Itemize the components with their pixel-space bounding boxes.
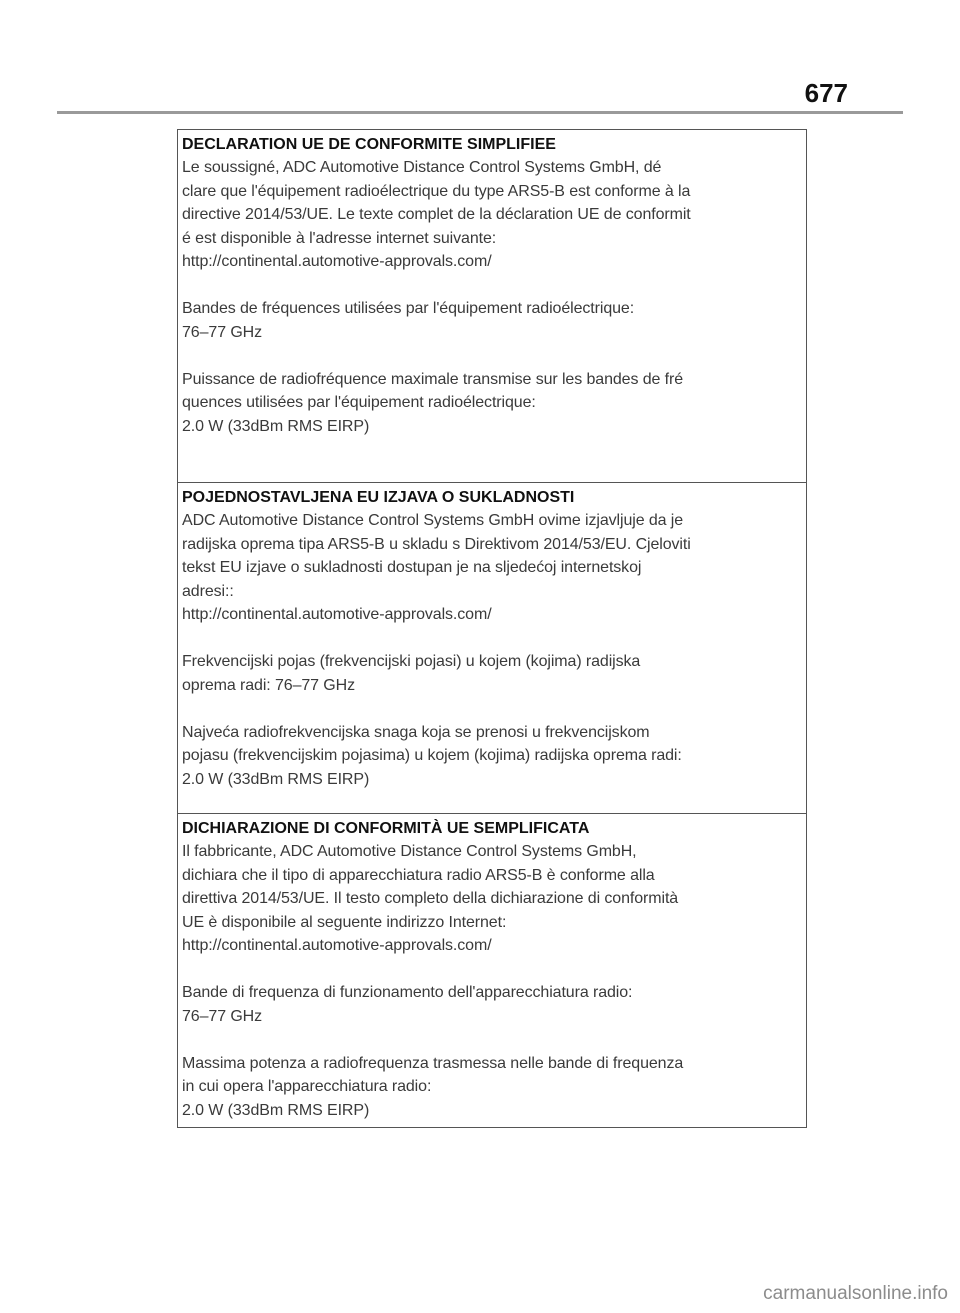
text-line: in cui opera l'apparecchiatura radio: xyxy=(182,1078,432,1095)
text-line: adresi:: xyxy=(182,582,234,600)
text-line: Bande di frequenza di funzionamento dell'apparecchiatura radio: xyxy=(182,984,633,1001)
text-line: 2.0 W (33dBm RMS EIRP) xyxy=(182,417,370,435)
url-line: http://continental.automotive-approvals.com/ xyxy=(182,606,492,623)
text-line: direttiva 2014/53/UE. Il testo completo della dichiarazione di conformità xyxy=(182,890,679,907)
page-number: 677 xyxy=(804,78,848,108)
text-line: quences utilisées par l'équipement radioélectrique: xyxy=(182,394,536,411)
text-line: ADC Automotive Distance Control Systems GmbH ovime izjavljuje da je xyxy=(182,512,684,529)
text-line: Le soussigné, ADC Automotive Distance Control Systems GmbH, dé xyxy=(182,159,662,176)
text-line: dichiara che il tipo di apparecchiatura radio ARS5-B è conforme alla xyxy=(182,866,655,884)
watermark: carmanualsonline.info xyxy=(763,1283,948,1304)
text-line: Massima potenza a radiofrequenza trasmessa nelle bande di frequenza xyxy=(182,1054,684,1072)
text-line: tekst EU izjave o sukladnosti dostupan je na sljedećoj internetskoj xyxy=(182,559,642,576)
section-title: POJEDNOSTAVLJENA EU IZJAVA O SUKLADNOSTI xyxy=(182,489,575,506)
section-title: DICHIARAZIONE DI CONFORMITÀ UE SEMPLIFICATA xyxy=(182,820,590,837)
text-line: clare que l'équipement radioélectrique du type ARS5-B est conforme à la xyxy=(182,182,691,200)
text-line: pojasu (frekvencijskim pojasima) u kojem (kojima) radijska oprema radi: xyxy=(182,747,682,764)
text-line: 2.0 W (33dBm RMS EIRP) xyxy=(182,1101,370,1119)
text-line: Bandes de fréquences utilisées par l'équipement radioélectrique: xyxy=(182,300,635,317)
text-line: Puissance de radiofréquence maximale transmise sur les bandes de fré xyxy=(182,370,684,388)
text-line: UE è disponibile al seguente indirizzo Internet: xyxy=(182,913,507,931)
declaration-section-fr xyxy=(178,130,806,483)
text-line: Najveća radiofrekvencijska snaga koja se prenosi u frekvencijskom xyxy=(182,723,650,741)
url-line: http://continental.automotive-approvals.com/ xyxy=(182,937,492,954)
text-line: 2.0 W (33dBm RMS EIRP) xyxy=(182,770,370,788)
text-line: Il fabbricante, ADC Automotive Distance Control Systems GmbH, xyxy=(182,843,637,860)
text-line: 76–77 GHz xyxy=(182,323,263,341)
text-line: Frekvencijski pojas (frekvencijski pojasi) u kojem (kojima) radijska xyxy=(182,653,641,670)
declaration-section-it xyxy=(178,814,806,1127)
text-line: radijska oprema tipa ARS5-B u skladu s Direktivom 2014/53/EU. Cjeloviti xyxy=(182,535,691,553)
text-line: 76–77 GHz xyxy=(182,1007,263,1025)
text-line: oprema radi: 76–77 GHz xyxy=(182,676,356,694)
declaration-table xyxy=(177,129,807,1128)
section-title: DECLARATION UE DE CONFORMITE SIMPLIFIEE xyxy=(182,136,556,153)
header-rule xyxy=(57,111,903,114)
text-line: directive 2014/53/UE. Le texte complet de la déclaration UE de conformit xyxy=(182,206,691,223)
text-line: é est disponible à l'adresse internet suivante: xyxy=(182,229,497,247)
url-line: http://continental.automotive-approvals.com/ xyxy=(182,253,492,270)
declaration-section-hr xyxy=(178,483,806,814)
